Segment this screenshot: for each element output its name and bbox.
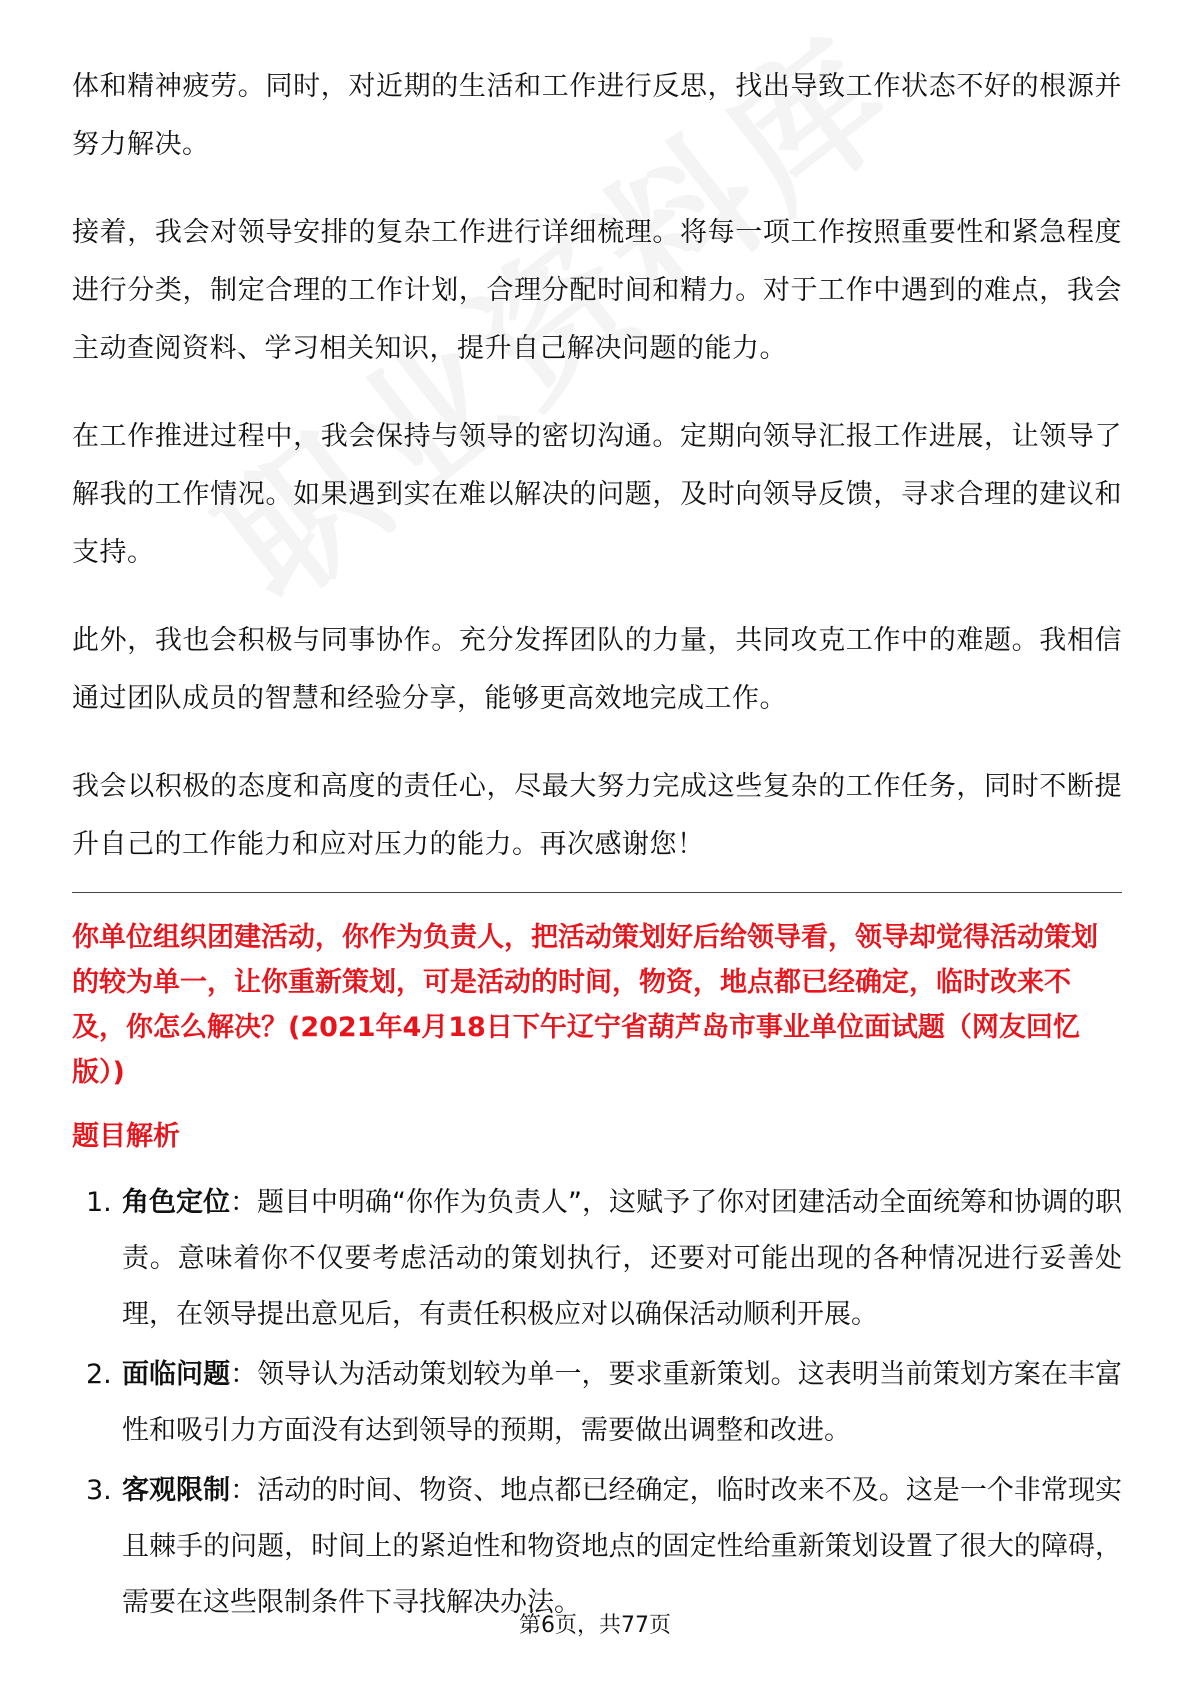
list-number: 1. (86, 1187, 112, 1218)
list-text: ：题目中明确“你作为负责人”，这赋予了你对团建活动全面统筹和协调的职责。意味着你不仅要考虑活动的策划执行，还要对可能出现的各种情况进行妥善处理，在领导提出意见后，有责任积极应对以确保活动顺利开展。 (122, 1187, 1123, 1330)
paragraph-3: 在工作推进过程中，我会保持与领导的密切沟通。定期向领导汇报工作进展，让领导了解我的工作情况。如果遇到实在难以解决的问题，及时向领导反馈，寻求合理的建议和支持。 (72, 421, 1122, 568)
section-divider (72, 892, 1122, 893)
paragraph-1: 体和精神疲劳。同时，对近期的生活和工作进行反思，找出导致工作状态不好的根源并努力解决。 (72, 71, 1122, 160)
paragraph-4: 此外，我也会积极与同事协作。充分发挥团队的力量，共同攻克工作中的难题。我相信通过团队成员的智慧和经验分享，能够更高效地完成工作。 (72, 625, 1122, 714)
paragraph-5: 我会以积极的态度和高度的责任心，尽最大努力完成这些复杂的工作任务，同时不断提升自己的工作能力和应对压力的能力。再次感谢您！ (72, 771, 1122, 860)
page-footer: 第6页，共77页 (519, 1613, 671, 1638)
paragraph-2: 接着，我会对领导安排的复杂工作进行详细梳理。将每一项工作按照重要性和紧急程度进行分类，制定合理的工作计划，合理分配时间和精力。对于工作中遇到的难点，我会主动查阅资料、学习相关知识，提升自己解决问题的能力。 (72, 217, 1122, 364)
list-term: 客观限制 (122, 1475, 231, 1506)
list-term: 面临问题 (122, 1359, 231, 1390)
page-content (72, 58, 1122, 1635)
list-item (72, 1347, 1122, 1459)
analysis-list (72, 1175, 1122, 1631)
analysis-title: 题目解析 (72, 1121, 180, 1152)
list-item (72, 1463, 1122, 1631)
list-item (72, 1175, 1122, 1343)
list-text: ：领导认为活动策划较为单一，要求重新策划。这表明当前策划方案在丰富性和吸引力方面没有达到领导的预期，需要做出调整和改进。 (122, 1359, 1123, 1446)
list-number: 3. (86, 1475, 112, 1506)
list-term: 角色定位 (122, 1187, 231, 1218)
question-heading: 你单位组织团建活动，你作为负责人，把活动策划好后给领导看，领导却觉得活动策划的较为单一，让你重新策划，可是活动的时间，物资，地点都已经确定，临时改来不及，你怎么解决？(2021年4月18日下午辽宁省葫芦岛市事业单位面试题（网友回忆版）) (72, 922, 1098, 1088)
list-text: ：活动的时间、物资、地点都已经确定，临时改来不及。这是一个非常现实且棘手的问题，时间上的紧迫性和物资地点的固定性给重新策划设置了很大的障碍，需要在这些限制条件下寻找解决办法。 (122, 1475, 1123, 1618)
list-number: 2. (86, 1359, 112, 1390)
